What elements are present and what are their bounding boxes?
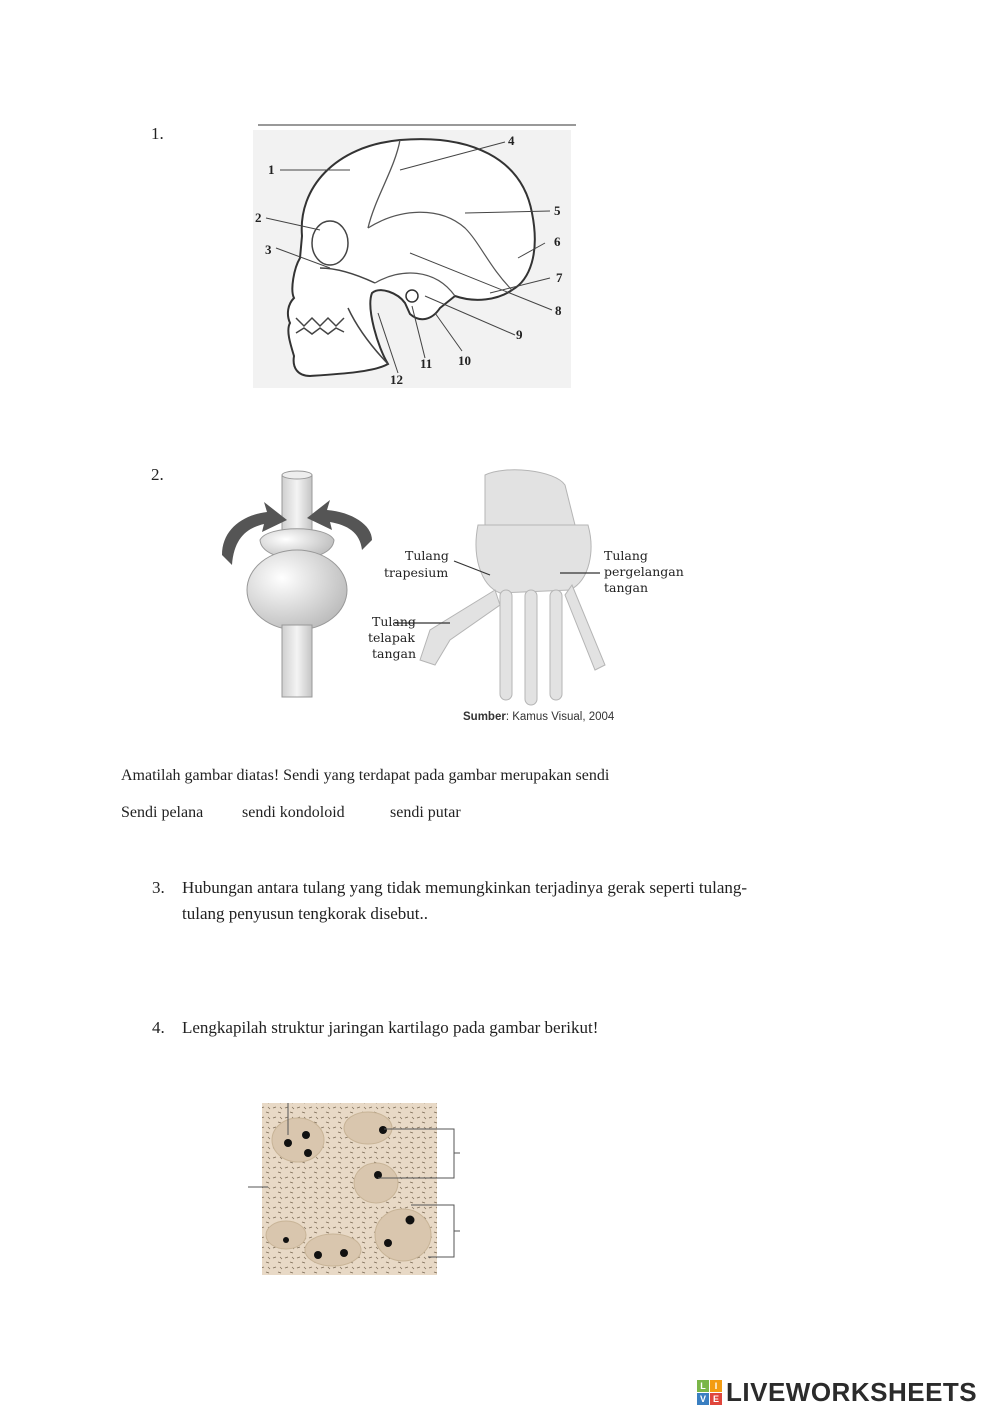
ear-canal [406,290,418,302]
lacuna-5 [305,1234,361,1266]
joint-illustration [212,470,382,705]
upper-shaft-top [282,471,312,479]
skull-label-10: 10 [458,353,471,368]
hand-bones [420,470,605,705]
nucleus-8 [340,1249,348,1257]
hand-bones-illustration [360,465,690,730]
skull-label-7: 7 [556,270,563,285]
label-pergelangan-line3: tangan [604,580,649,595]
bracket-top [444,1129,454,1178]
thumb-metacarpal [420,590,500,665]
liveworksheets-logo[interactable] [697,1377,977,1408]
option-sendi-kondoloid[interactable]: sendi kondoloid [242,804,345,821]
nucleus-4 [379,1126,387,1134]
lacuna-6 [375,1209,431,1261]
label-telapak-line3: tangan [372,646,417,661]
skull-label-6: 6 [554,234,561,249]
source-text: : Kamus Visual, 2004 [505,711,615,723]
nucleus-6 [283,1237,289,1243]
metacarpal-little [565,585,605,670]
label-trapesium-line1: Tulang [405,548,449,563]
logo-letter-i: I [710,1380,722,1392]
question-3-line2: tulang penyusun tengkorak disebut.. [182,904,428,923]
nucleus-1 [284,1139,292,1147]
nucleus-9 [406,1216,415,1225]
skull-label-1: 1 [268,162,275,177]
nucleus-2 [302,1131,310,1139]
lacuna-3 [354,1163,398,1203]
skull-label-4: 4 [508,133,515,148]
question-3-line1: Hubungan antara tulang yang tidak memungkinkan terjadinya gerak seperti tulang- [182,878,748,897]
skull-diagram [250,118,580,393]
skull-label-2: 2 [255,210,262,225]
metacarpal-ring [550,590,562,700]
orbit [312,221,348,265]
nucleus-7 [314,1251,322,1259]
option-sendi-putar[interactable]: sendi putar [390,804,461,821]
logo-wordmark: LIVEWORKSHEETS [726,1377,978,1407]
question-3-number: 3. [152,878,165,897]
lower-joint-head [247,550,347,630]
skull-label-9: 9 [516,327,523,342]
skull-label-11: 11 [420,356,433,371]
logo-letter-e: E [710,1393,722,1405]
label-telapak-line1: Tulang [372,614,416,629]
logo-letter-l: L [697,1380,709,1392]
option-sendi-pelana[interactable]: Sendi pelana [121,804,204,821]
question-4-number: 4. [152,1018,165,1037]
forearm-bones [485,470,575,525]
logo-letter-v: V [697,1393,709,1405]
lower-bone-shaft [282,625,312,697]
lacuna-1 [272,1118,324,1162]
logo-icon [697,1380,722,1405]
skull-label-8: 8 [555,303,562,318]
skull-label-5: 5 [554,203,561,218]
question-2-number: 2. [151,465,164,484]
metacarpal-index [500,590,512,700]
question-1-number: 1. [151,124,164,143]
label-telapak-line2: telapak [368,630,415,645]
question-2-instruction: Amatilah gambar diatas! Sendi yang terdapat pada gambar merupakan sendi [121,767,610,784]
lacuna-4 [266,1221,306,1249]
label-pergelangan-line1: Tulang [604,548,648,563]
nucleus-3 [304,1149,312,1157]
skull-label-12: 12 [390,372,403,387]
nucleus-10 [384,1239,392,1247]
skull-label-3: 3 [265,242,272,257]
metacarpal-middle [525,590,537,705]
question-4-text: Lengkapilah struktur jaringan kartilago pada gambar berikut! [182,1018,599,1037]
image-source-credit [463,711,614,723]
cartilage-tissue-diagram [248,1095,463,1285]
label-trapesium-line2: trapesium [384,565,449,580]
carpal-bones [476,525,591,593]
bracket-bottom [444,1205,454,1257]
label-pergelangan-line2: pergelangan [604,564,684,579]
source-label: Sumber [463,711,506,723]
